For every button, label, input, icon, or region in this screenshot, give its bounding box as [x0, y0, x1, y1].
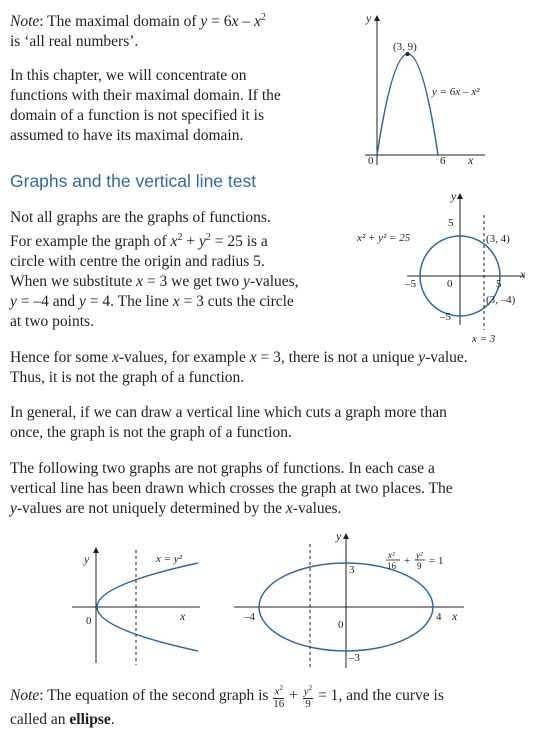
bottom-label: –5 [440, 311, 451, 323]
note-maximal-domain: Note: The maximal domain of $y = 6x - x^2$ is ‘all real numbers’. [10, 12, 266, 51]
eq-den2: 9 [417, 561, 422, 571]
circle-figure [355, 190, 540, 345]
sideways-parabola-figure [70, 545, 205, 670]
line-label: x = 3 [472, 333, 496, 345]
intro-paragraph: In this chapter, we will concentrate on functions with their maximal domain. If the domain of a function is not specified it is assumed to have its maximal domain. [10, 67, 281, 144]
top-label: 3 [349, 564, 355, 576]
axis-y-label: y [366, 11, 372, 25]
axis-x-label: x [468, 153, 474, 167]
right-label: 4 [436, 611, 442, 623]
axis-x-label: x [520, 267, 526, 281]
axis-y-label: y [451, 190, 457, 203]
hence-paragraph: Hence for some x-values, for example x = 3, there is not a unique y-value. Thus, it is not the graph of a function. [10, 349, 468, 386]
svg-text:+: + [404, 555, 411, 567]
sideways-equation: x = y² [156, 553, 182, 565]
circle-equation: x² + y² = 25 [357, 232, 411, 244]
parabola-figure [360, 10, 510, 170]
top-label: 5 [448, 217, 454, 229]
note-ellipse: Note: The equation of the second graph is $\frac{x^2}{16}$ + $\frac{y^2}{9}$ = 1, and the curve is called an ellipse. [10, 684, 444, 728]
origin-label: 0 [338, 619, 344, 631]
origin-label: 0 [447, 278, 453, 290]
ellipse-figure [232, 530, 470, 673]
section-heading: Graphs and the vertical line test [10, 171, 257, 191]
eq-num2: y² [416, 550, 423, 560]
vertex-label: (3, 9) [393, 41, 417, 53]
ellipse-term: ellipse [69, 710, 111, 728]
fraction-x2-16: $\frac{x^2}{16}$ [273, 684, 285, 710]
bottom-label: –3 [349, 652, 360, 664]
axis-y-label: y [336, 530, 342, 543]
fraction-y2-9: $\frac{y^2}{9}$ [303, 684, 313, 710]
origin-label: 0 [368, 155, 374, 167]
eq-num1: x² [388, 550, 395, 560]
axis-y-label: y [84, 552, 90, 566]
parabola-equation: y = 6x – x² [432, 86, 480, 98]
point-bottom-label: (3, –4) [486, 294, 516, 306]
general-paragraph: In general, if we can draw a vertical line which cuts a graph more than once, the graph is not the graph of a function. [10, 404, 447, 441]
left-label: –5 [405, 278, 416, 290]
note-label: Note [10, 13, 40, 31]
origin-label: 0 [86, 615, 92, 627]
axis-x-label: x [180, 609, 186, 623]
parabola-curve [377, 54, 438, 155]
eq-den1: 16 [387, 561, 396, 571]
point-top-label: (3, 4) [486, 233, 510, 245]
right-label: 5 [496, 278, 502, 290]
left-label: –4 [244, 611, 255, 623]
eq-end: = 1 [429, 555, 444, 567]
circle-paragraph: Not all graphs are the graphs of functions. For example the graph of $x^2 + y^2 = 25$ is a circle with centre the origin and radius 5. When we substitute x = 3 we get two y-values, y = –4 and y = 4. The line x = 3 cuts the circle at two points. [10, 209, 299, 331]
root-label: 6 [440, 155, 446, 167]
axis-x-label: x [452, 609, 458, 623]
following-paragraph: The following two graphs are not graphs of functions. In each case a vertical line has been drawn which crosses the graph at two places. The y-values are not uniquely determined by the x-values. [10, 460, 453, 517]
